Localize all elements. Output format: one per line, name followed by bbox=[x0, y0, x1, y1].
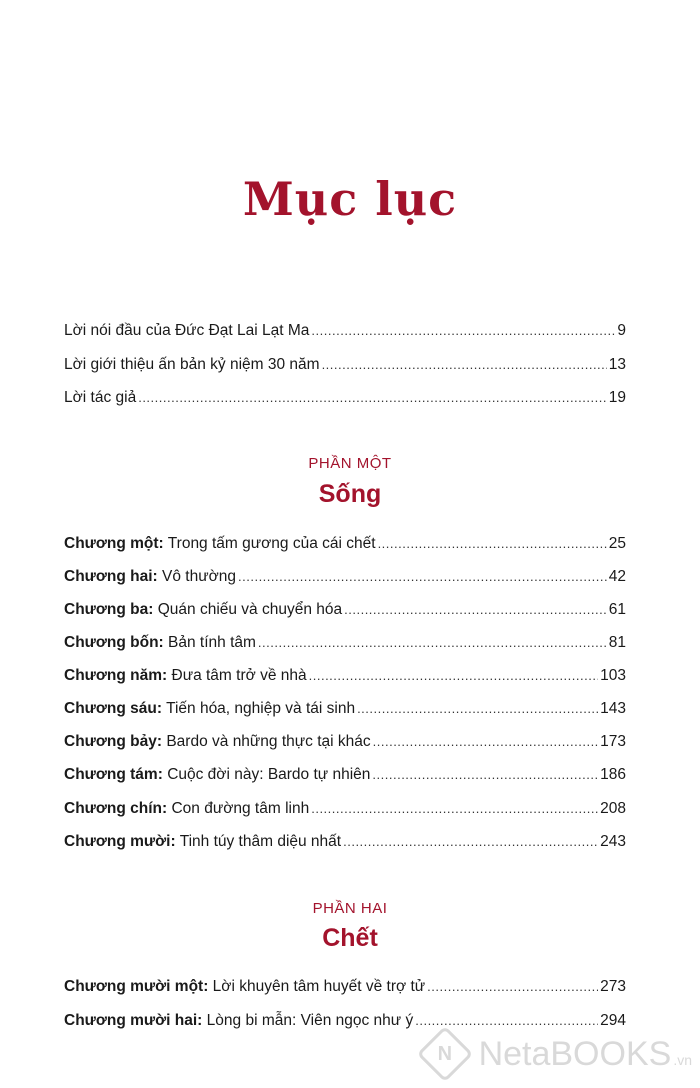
dot-leader bbox=[138, 387, 607, 409]
toc-chapter[interactable] bbox=[64, 764, 626, 786]
toc-entry-label: Lời tác giả bbox=[64, 389, 137, 406]
watermark-suffix: .vn bbox=[673, 1052, 692, 1068]
toc-chapter[interactable] bbox=[64, 831, 626, 853]
toc-chapter[interactable] bbox=[64, 976, 626, 998]
chapter-number: Chương năm: bbox=[64, 667, 168, 684]
chapter-page: 173 bbox=[600, 733, 626, 750]
toc-chapter[interactable] bbox=[64, 731, 626, 753]
chapter-page: 103 bbox=[600, 667, 626, 684]
chapter-title: Vô thường bbox=[162, 568, 237, 585]
chapter-page: 143 bbox=[600, 700, 626, 717]
toc-entry-label: Lời giới thiệu ấn bản kỷ niệm 30 năm bbox=[64, 356, 320, 373]
chapter-title: Lòng bi mẫn: Viên ngọc như ý bbox=[206, 1012, 414, 1029]
toc-chapter[interactable] bbox=[64, 632, 626, 654]
page-title: Mục lục bbox=[242, 172, 458, 226]
neta-diamond-icon: N bbox=[416, 1026, 473, 1083]
dot-leader bbox=[238, 566, 607, 588]
dot-leader bbox=[427, 976, 598, 998]
chapter-number: Chương một: bbox=[64, 535, 164, 552]
part-one-label: PHẦN MỘT bbox=[308, 455, 392, 472]
chapter-title: Trong tấm gương của cái chết bbox=[167, 535, 376, 552]
dot-leader bbox=[309, 665, 599, 687]
chapter-number: Chương bốn: bbox=[64, 634, 164, 651]
chapter-page: 273 bbox=[600, 978, 626, 995]
chapter-number: Chương hai: bbox=[64, 568, 158, 585]
watermark-text: NetaBOOKS bbox=[478, 1034, 672, 1073]
chapter-title: Tiến hóa, nghiệp và tái sinh bbox=[166, 700, 356, 717]
chapter-number: Chương mười hai: bbox=[64, 1012, 203, 1029]
dot-leader bbox=[258, 632, 607, 654]
watermark bbox=[425, 1034, 692, 1074]
chapter-page: 61 bbox=[608, 601, 626, 618]
dot-leader bbox=[343, 831, 598, 853]
dot-leader bbox=[357, 698, 598, 720]
chapter-number: Chương bảy: bbox=[64, 733, 163, 750]
toc-chapter[interactable] bbox=[64, 566, 626, 588]
toc-chapter[interactable] bbox=[64, 599, 626, 621]
chapter-title: Cuộc đời này: Bardo tự nhiên bbox=[167, 766, 371, 783]
chapter-number: Chương sáu: bbox=[64, 700, 163, 717]
chapter-page: 294 bbox=[600, 1012, 626, 1029]
chapter-page: 25 bbox=[608, 535, 626, 552]
part-two-label: PHẦN HAI bbox=[312, 900, 388, 917]
toc-chapter[interactable] bbox=[64, 533, 626, 555]
toc-chapter[interactable] bbox=[64, 665, 626, 687]
toc-entry[interactable] bbox=[64, 320, 626, 342]
part-one-title: Sống bbox=[318, 480, 382, 508]
chapter-page: 81 bbox=[608, 634, 626, 651]
chapter-number: Chương ba: bbox=[64, 601, 154, 618]
chapter-title: Lời khuyên tâm huyết về trợ tử bbox=[212, 978, 426, 995]
toc-entry-page: 9 bbox=[617, 322, 626, 339]
chapter-page: 208 bbox=[600, 800, 626, 817]
chapter-number: Chương chín: bbox=[64, 800, 168, 817]
chapter-page: 186 bbox=[600, 766, 626, 783]
toc-entry-label: Lời nói đầu của Đức Đạt Lai Lạt Ma bbox=[64, 322, 310, 339]
dot-leader bbox=[373, 731, 598, 753]
toc-entry[interactable] bbox=[64, 354, 626, 376]
dot-leader bbox=[311, 798, 598, 820]
chapter-number: Chương mười: bbox=[64, 833, 176, 850]
chapter-number: Chương mười một: bbox=[64, 978, 209, 995]
dot-leader bbox=[372, 764, 598, 786]
chapter-title: Đưa tâm trở về nhà bbox=[171, 667, 307, 684]
toc-chapter[interactable] bbox=[64, 698, 626, 720]
chapter-title: Con đường tâm linh bbox=[171, 800, 310, 817]
toc-entry-page: 19 bbox=[608, 389, 626, 406]
chapter-number: Chương tám: bbox=[64, 766, 163, 783]
part-two-title: Chết bbox=[322, 924, 378, 952]
chapter-page: 42 bbox=[608, 568, 626, 585]
toc-entry[interactable] bbox=[64, 387, 626, 409]
chapter-title: Quán chiếu và chuyển hóa bbox=[157, 601, 343, 618]
dot-leader bbox=[322, 354, 607, 376]
dot-leader bbox=[311, 320, 615, 342]
chapter-title: Bardo và những thực tại khác bbox=[166, 733, 371, 750]
dot-leader bbox=[378, 533, 607, 555]
toc-chapter[interactable] bbox=[64, 798, 626, 820]
dot-leader bbox=[344, 599, 607, 621]
chapter-page: 243 bbox=[600, 833, 626, 850]
chapter-title: Tinh túy thâm diệu nhất bbox=[179, 833, 342, 850]
toc-entry-page: 13 bbox=[608, 356, 626, 373]
toc-chapter[interactable] bbox=[64, 1010, 626, 1032]
chapter-title: Bản tính tâm bbox=[168, 634, 256, 651]
